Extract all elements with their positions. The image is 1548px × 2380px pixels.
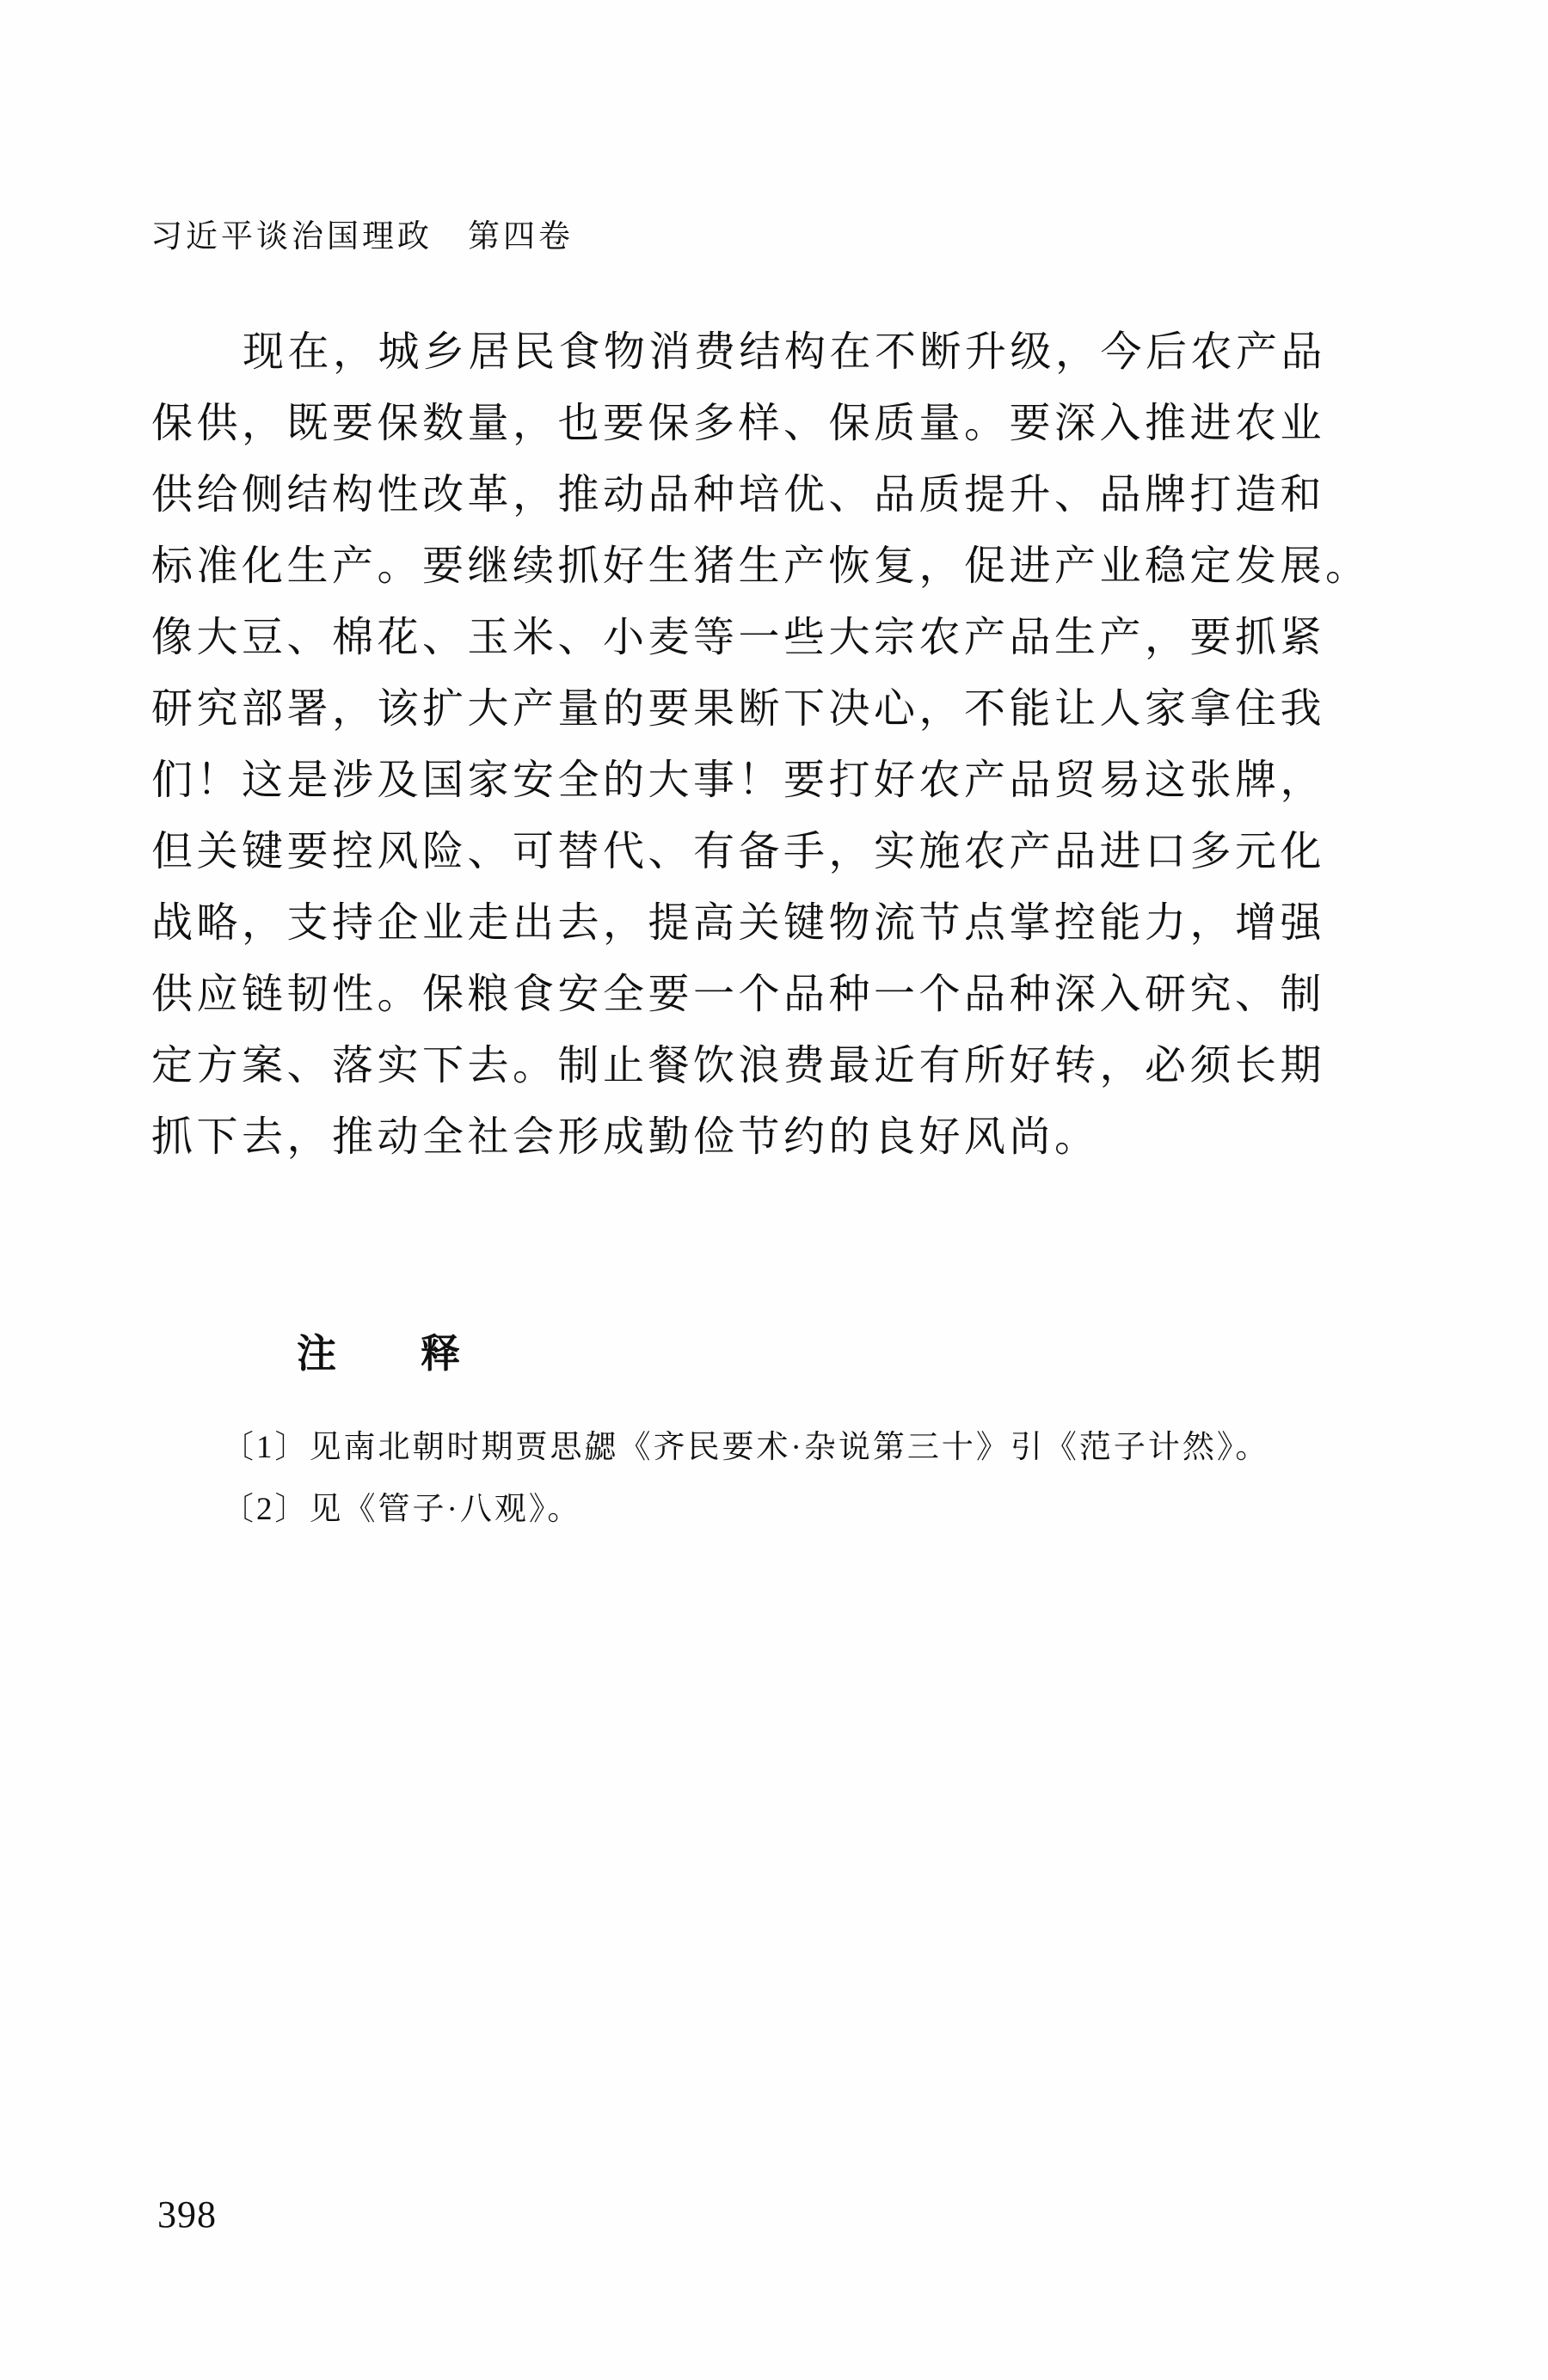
paragraph-line: 研究部署，该扩大产量的要果断下决心，不能让人家拿住我 [151, 686, 1326, 732]
paragraph-line: 们！这是涉及国家安全的大事！要打好农产品贸易这张牌， [151, 758, 1326, 803]
running-head: 习近平谈治国理政 第四卷 [150, 219, 574, 255]
paragraph-line: 抓下去，推动全社会形成勤俭节约的良好风尚。 [151, 1114, 1100, 1160]
paragraph-line: 供应链韧性。保粮食安全要一个品种一个品种深入研究、制 [151, 972, 1326, 1017]
paragraph-line: 保供，既要保数量，也要保多样、保质量。要深入推进农业 [151, 401, 1326, 446]
paragraph-line: 战略，支持企业走出去，提高关键物流节点掌控能力，增强 [151, 900, 1326, 946]
body-paragraph [151, 316, 1371, 1173]
paragraph-line: 标准化生产。要继续抓好生猪生产恢复，促进产业稳定发展。 [151, 543, 1371, 589]
paragraph-line: 供给侧结构性改革，推动品种培优、品质提升、品牌打造和 [151, 472, 1326, 518]
note-item: 〔2〕见《管子·八观》。 [222, 1492, 582, 1527]
paragraph-line: 但关键要控风险、可替代、有备手，实施农产品进口多元化 [151, 829, 1326, 874]
paragraph-line: 像大豆、棉花、玉米、小麦等一些大宗农产品生产，要抓紧 [151, 615, 1326, 660]
note-item: 〔1〕见南北朝时期贾思勰《齐民要术·杂说第三十》引《范子计然》。 [222, 1430, 1270, 1465]
paragraph-line: 现在，城乡居民食物消费结构在不断升级，今后农产品 [243, 329, 1327, 375]
page-number: 398 [157, 2193, 217, 2236]
paragraph-line: 定方案、落实下去。制止餐饮浪费最近有所好转，必须长期 [151, 1043, 1326, 1089]
notes-heading: 注 释 [297, 1331, 462, 1376]
